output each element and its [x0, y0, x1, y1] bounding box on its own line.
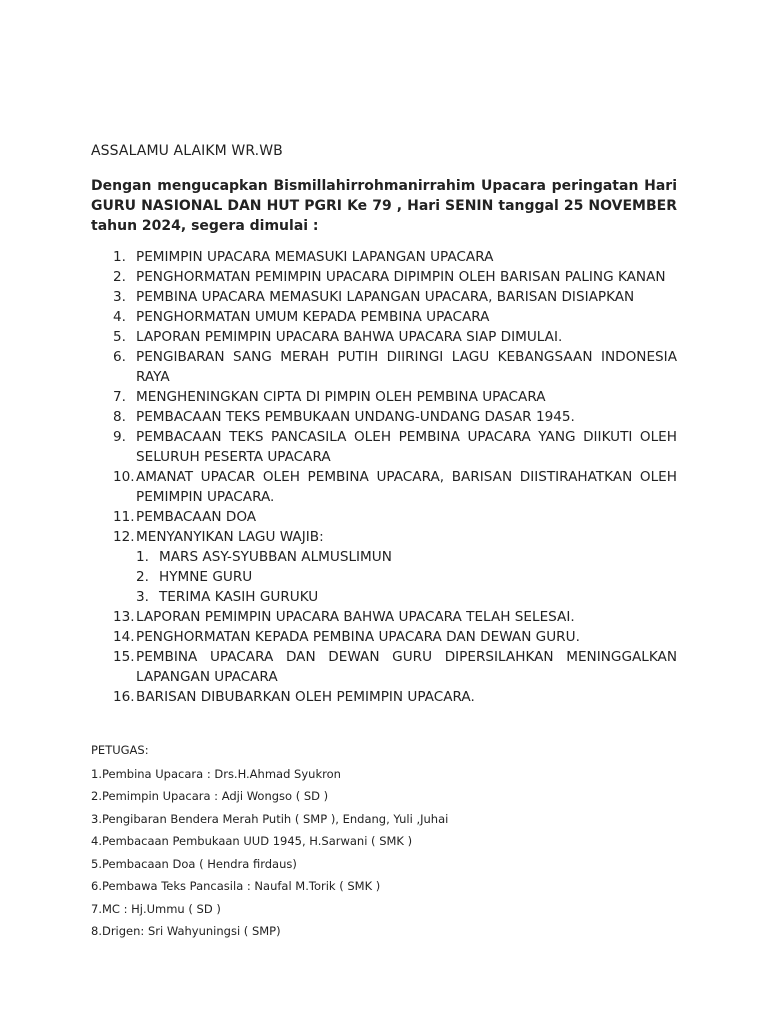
list-item: 4. PENGHORMATAN UMUM KEPADA PEMBINA UPACARA [113, 309, 490, 325]
list-item: 9. PEMBACAAN TEKS PANCASILA OLEH PEMBINA UPACARA YANG DIIKUTI OLEH SELURUH PESERTA UPACARA [113, 429, 677, 465]
list-item: 2. PENGHORMATAN PEMIMPIN UPACARA DIPIMPIN OLEH BARISAN PALING KANAN [113, 269, 666, 285]
greeting: ASSALAMU ALAIKM WR.WB [91, 143, 283, 159]
petugas-section [91, 743, 449, 938]
list-item: 14. PENGHORMATAN KEPADA PEMBINA UPACARA DAN DEWAN GURU. [113, 629, 580, 645]
list-item: 16. BARISAN DIBUBARKAN OLEH PEMIMPIN UPACARA. [113, 689, 475, 705]
list-item: 6. PENGIBARAN SANG MERAH PUTIH DIIRINGI LAGU KEBANGSAAN INDONESIA RAYA [113, 349, 677, 385]
petugas-item: 8.Drigen: Sri Wahyuningsi ( SMP) [91, 924, 281, 938]
petugas-item: 3.Pengibaran Bendera Merah Putih ( SMP ), Endang, Yuli ,Juhai [91, 812, 449, 826]
list-item: 10. AMANAT UPACAR OLEH PEMBINA UPACARA, BARISAN DIISTIRAHATKAN OLEH PEMIMPIN UPACARA. [113, 469, 677, 505]
list-item: 8. PEMBACAAN TEKS PEMBUKAAN UNDANG-UNDANG DASAR 1945. [113, 409, 575, 425]
list-item: 5. LAPORAN PEMIMPIN UPACARA BAHWA UPACARA SIAP DIMULAI. [113, 329, 563, 345]
petugas-item: 2.Pemimpin Upacara : Adji Wongso ( SD ) [91, 789, 329, 803]
petugas-item: 1.Pembina Upacara : Drs.H.Ahmad Syukron [91, 767, 341, 781]
petugas-item: 5.Pembacaan Doa ( Hendra firdaus) [91, 857, 297, 871]
list-item: 13. LAPORAN PEMIMPIN UPACARA BAHWA UPACARA TELAH SELESAI. [113, 609, 575, 625]
list-item: 1. MARS ASY-SYUBBAN ALMUSLIMUN [136, 549, 392, 565]
petugas-item: 6.Pembawa Teks Pancasila : Naufal M.Torik ( SMK ) [91, 879, 381, 893]
agenda-list [91, 247, 677, 707]
petugas-item: 4.Pembacaan Pembukaan UUD 1945, H.Sarwani ( SMK ) [91, 834, 413, 848]
petugas-title: PETUGAS: [91, 743, 149, 757]
list-item: 15. PEMBINA UPACARA DAN DEWAN GURU DIPERSILAHKAN MENINGGALKAN LAPANGAN UPACARA [113, 649, 677, 685]
list-item: 7. MENGHENINGKAN CIPTA DI PIMPIN OLEH PEMBINA UPACARA [113, 389, 546, 405]
intro-paragraph: Dengan mengucapkan Bismillahirrohmanirrahim Upacara peringatan Hari GURU NASIONAL DAN HUT PGRI Ke 79 , Hari SENIN tanggal 25 NOVEMBER tahun 2024, segera dimulai : [91, 178, 677, 234]
list-item: 1. PEMIMPIN UPACARA MEMASUKI LAPANGAN UPACARA [113, 249, 494, 265]
list-item: 3. PEMBINA UPACARA MEMASUKI LAPANGAN UPACARA, BARISAN DISIAPKAN [113, 289, 635, 305]
list-item: 12. MENYANYIKAN LAGU WAJIB: 1. MARS ASY-SYUBBAN ALMUSLIMUN 2. HYMNE GURU 3. TERIMA KASIH GURUKU [91, 527, 677, 607]
petugas-item: 7.MC : Hj.Ummu ( SD ) [91, 902, 221, 916]
list-item: 11. PEMBACAAN DOA [113, 509, 257, 525]
list-item: 2. HYMNE GURU [136, 569, 253, 585]
list-item: 3. TERIMA KASIH GURUKU [136, 589, 319, 605]
song-list [136, 547, 677, 607]
